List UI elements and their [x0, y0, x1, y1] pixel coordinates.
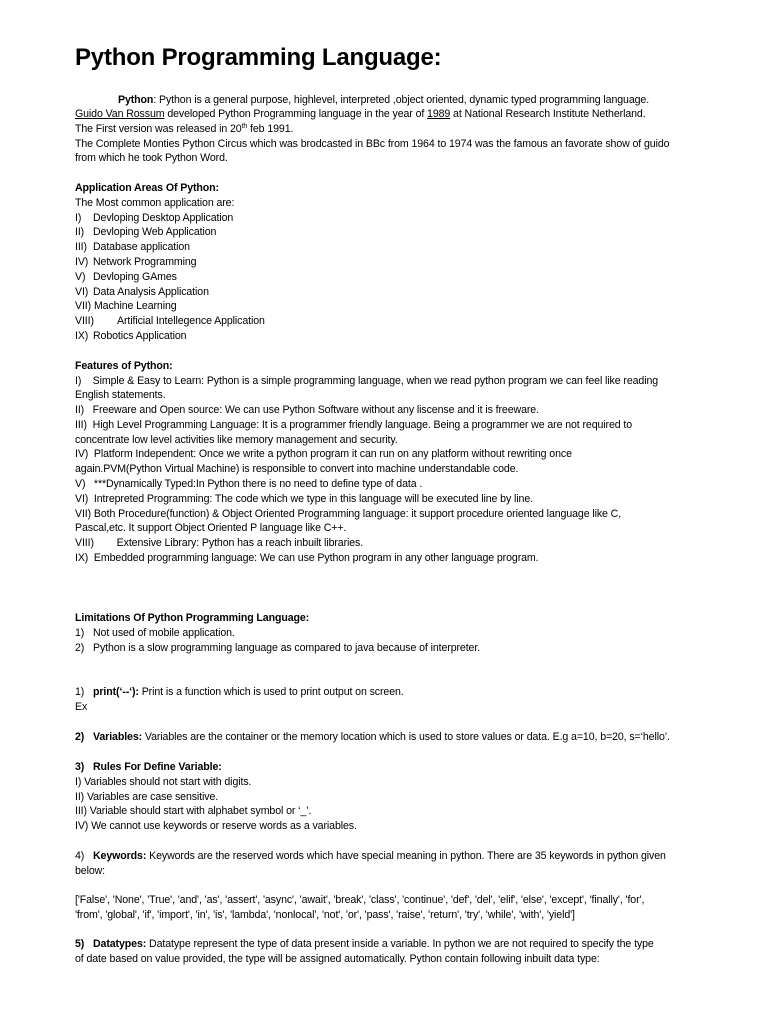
feature-line: VIII) Extensive Library: Python has a reach inbuilt libraries.	[75, 537, 364, 549]
intro-line-5: from which he took Python Word.	[75, 152, 228, 164]
feature-line: I) Simple & Easy to Learn: Python is a simple programming language, when we read python program we can feel like reading	[75, 375, 659, 387]
application-item: VIII) Artificial Intellegence Application	[75, 315, 265, 327]
features-heading: Features of Python:	[75, 360, 173, 372]
intro-line-3	[75, 122, 293, 136]
feature-line: again.PVM(Python Virtual Machine) is responsible to convert into machine understandable code.	[75, 463, 519, 475]
feature-line: Pascal,etc. It support Object Oriented P language like C++.	[75, 522, 347, 534]
institute-text: at National Research Institute Netherland.	[450, 108, 646, 120]
intro-line-2	[75, 107, 646, 121]
keywords-list-1: ['False', 'None', 'True', 'and', 'as', 'assert', 'async', 'await', 'break', 'class', 'continue', 'def', 'del', 'elif', 'else', 'except', 'finally', 'for',	[75, 894, 645, 906]
print-example: Ex	[75, 701, 88, 713]
feature-line: V) ***Dynamically Typed:In Python there is no need to define type of data .	[75, 478, 423, 490]
release-prefix: The First version was released in 20	[75, 123, 242, 135]
application-item: V) Devloping GAmes	[75, 271, 177, 283]
keywords-line-2: below:	[75, 865, 106, 877]
rule-line: II) Variables are case sensitive.	[75, 791, 219, 803]
limitation-item: 2) Python is a slow programming language as compared to java because of interpreter.	[75, 642, 481, 654]
application-item: IV) Network Programming	[75, 256, 197, 268]
developed-text: developed Python Programming language in the year of	[164, 108, 428, 120]
intro-line-4: The Complete Monties Python Circus which was brodcasted in BBc from 1964 to 1974 was the famous an favorate show of guido	[75, 138, 670, 150]
datatypes-section: 5) Datatypes: Datatype represent the type of data present inside a variable. In python we are not required to specify the type	[75, 938, 654, 950]
feature-line: English statements.	[75, 389, 166, 401]
python-label: Python	[118, 94, 154, 106]
applications-heading: Application Areas Of Python:	[75, 182, 219, 194]
feature-line: IV) Platform Independent: Once we write a python program it can run on any platform without rewriting once	[75, 448, 572, 460]
python-description: : Python is a general purpose, highlevel, interpreted ,object oriented, dynamic typed programming language.	[153, 94, 650, 106]
application-item: VI) Data Analysis Application	[75, 286, 209, 298]
application-item: IX) Robotics Application	[75, 330, 187, 342]
release-suffix: feb 1991.	[247, 123, 294, 135]
feature-line: IX) Embedded programming language: We can use Python program in any other language program.	[75, 552, 539, 564]
limitation-item: 1) Not used of mobile application.	[75, 627, 235, 639]
application-item: III) Database application	[75, 241, 190, 253]
feature-line: III) High Level Programming Language: It is a programmer friendly language. Being a programmer we are not required to	[75, 419, 633, 431]
rule-line: III) Variable should start with alphabet symbol or ‘_’.	[75, 805, 312, 817]
intro-line-1	[118, 93, 649, 107]
rules-heading: 3) Rules For Define Variable:	[75, 761, 222, 773]
feature-line: II) Freeware and Open source: We can use Python Software without any liscense and it is freeware.	[75, 404, 539, 416]
feature-line: VI) Intrepreted Programming: The code which we type in this language will be executed line by line.	[75, 493, 533, 505]
datatypes-label: Datatypes:	[93, 938, 147, 950]
keywords-section: 4) Keywords: Keywords are the reserved words which have special meaning in python. There are 35 keywords in python given	[75, 850, 666, 862]
application-item: II) Devloping Web Application	[75, 226, 217, 238]
feature-line: VII) Both Procedure(function) & Object Oriented Programming language: it support procedure oriented language like C,	[75, 508, 622, 520]
keywords-label: Keywords:	[93, 850, 147, 862]
variables-label: Variables:	[93, 731, 143, 743]
author-name: Guido Van Rossum	[75, 108, 165, 120]
limitations-heading: Limitations Of Python Programming Language:	[75, 612, 310, 624]
datatypes-line-2: of date based on value provided, the type will be assigned automatically. Python contain following inbuilt data type:	[75, 953, 600, 965]
release-superscript: th	[241, 123, 248, 130]
keywords-list-2: 'from', 'global', 'if', 'import', 'in', 'is', 'lambda', 'nonlocal', 'not', 'or', 'pass', 'raise', 'return', 'try', 'while', 'with', 'yield']	[75, 909, 575, 921]
page-title: Python Programming Language:	[75, 44, 442, 71]
application-item: VII) Machine Learning	[75, 300, 177, 312]
rule-line: IV) We cannot use keywords or reserve words as a variables.	[75, 820, 357, 832]
year: 1989	[427, 108, 451, 120]
print-section: 1) print(‘--‘): Print is a function which is used to print output on screen.	[75, 686, 404, 698]
print-label: print(‘--‘):	[93, 686, 139, 698]
applications-intro: The Most common application are:	[75, 197, 235, 209]
feature-line: concentrate low level activities like memory management and security.	[75, 434, 398, 446]
variables-section: 2) Variables: Variables are the container or the memory location which is used to store values or data. E.g a=10, b=20, s=‘hello’.	[75, 731, 670, 743]
application-item: I) Devloping Desktop Application	[75, 212, 234, 224]
rule-line: I) Variables should not start with digits.	[75, 776, 252, 788]
